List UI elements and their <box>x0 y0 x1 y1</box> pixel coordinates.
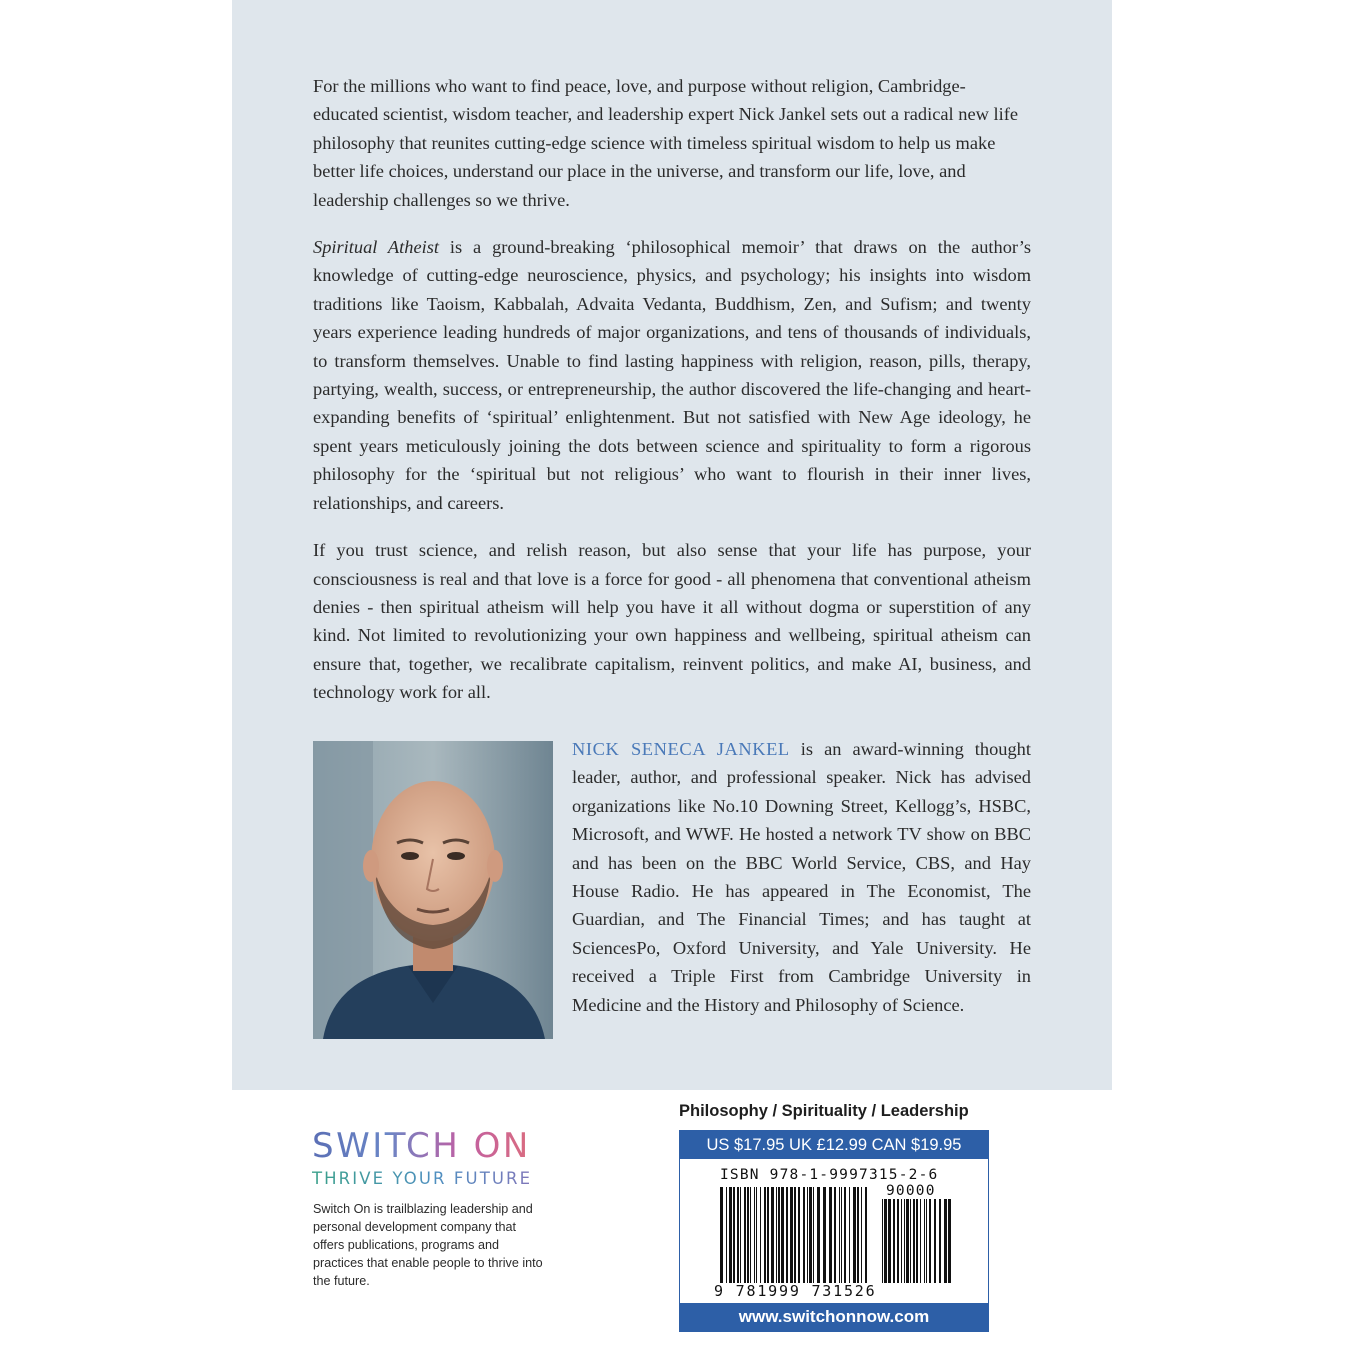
barcode-bar <box>897 1199 899 1283</box>
barcode-bar <box>803 1187 805 1283</box>
barcode-bar <box>906 1199 909 1283</box>
publisher-logo <box>312 1126 562 1190</box>
price-bar: US $17.95 UK £12.99 CAN $19.95 <box>680 1131 988 1159</box>
blurb <box>313 72 1031 726</box>
barcode-bar <box>882 1199 883 1283</box>
barcode-bar <box>767 1187 769 1283</box>
addon-digits: 90000 <box>886 1183 936 1199</box>
barcode-bar <box>839 1187 840 1283</box>
category-label: Philosophy / Spirituality / Leadership <box>679 1102 969 1120</box>
barcode-bar <box>776 1187 777 1283</box>
publisher-description: Switch On is trailblazing leadership and personal development company that offers publications, programs and practices that enable people to thrive into the future. <box>313 1202 543 1288</box>
barcode-bar <box>944 1199 947 1283</box>
book-title: Spiritual Atheist <box>313 237 440 258</box>
blurb-paragraph-2 <box>313 233 1031 517</box>
barcode-bar <box>764 1187 766 1283</box>
barcode-bar <box>807 1187 808 1283</box>
barcode-bar <box>778 1187 780 1283</box>
barcode-bar <box>841 1187 842 1283</box>
barcode-bar <box>834 1187 836 1283</box>
barcode-bar <box>817 1187 820 1283</box>
barcode-bar <box>790 1187 793 1283</box>
barcode-bar <box>924 1199 925 1283</box>
logo-subtitle: THRIVE YOUR FUTURE <box>312 1168 562 1190</box>
barcode-bar <box>729 1187 732 1283</box>
addon-barcode-bars <box>882 1199 952 1283</box>
ean-digits: 9 781999 731526 <box>714 1282 877 1300</box>
logo-title: SWITCH ON <box>312 1126 562 1166</box>
barcode-bar <box>823 1187 826 1283</box>
barcode-bar <box>849 1187 850 1283</box>
isbn-label: ISBN 978-1-9997315-2-6 <box>720 1167 939 1183</box>
barcode-bar <box>916 1199 918 1283</box>
barcode-bar <box>929 1199 931 1283</box>
barcode-bar <box>750 1187 751 1283</box>
barcode-bar <box>844 1187 846 1283</box>
barcode-bar <box>756 1187 757 1283</box>
barcode-bar <box>939 1199 941 1283</box>
barcode-bar <box>857 1187 859 1283</box>
barcode-bar <box>904 1199 905 1283</box>
barcode-bar <box>910 1199 911 1283</box>
barcode-box <box>679 1130 989 1332</box>
author-bio-text: is an award-winning thought leader, author, and professional speaker. Nick has advised organizations like No.10 Downing Street, Kellogg’s, HSBC, Microsoft, and WWF. He hosted a network TV show on BBC and has been on the BBC World Service, CBS, and Hay House Radio. He has appeared in The Economist, The Guardian, and The Financial Times; and has taught at SciencesPo, Oxford University, and Yale University. He received a Triple First from Cambridge University in Medicine and the History and Philosophy of Science. <box>572 739 1031 1015</box>
author-bio <box>572 735 1031 1019</box>
barcode-bar <box>934 1199 936 1283</box>
barcode-bar <box>720 1187 723 1283</box>
barcode-bar <box>737 1187 739 1283</box>
barcode-bar <box>786 1187 788 1283</box>
blurb-paragraph-1: For the millions who want to find peace, love, and purpose without religion, Cambridge-educated scientist, wisdom teacher, and leadership expert Nick Jankel sets out a radical new life philosophy that reunites cutting-edge science with timeless spiritual wisdom to help us make better life choices, understand our place in the universe, and transform our life, love, and leadership challenges so we thrive. <box>313 76 1018 210</box>
barcode-bar <box>865 1187 867 1283</box>
website-url: www.switchonnow.com <box>680 1303 988 1331</box>
barcode-bar <box>781 1187 784 1283</box>
barcode-bar <box>733 1187 735 1283</box>
barcode-bar <box>884 1199 887 1283</box>
barcode-bar <box>920 1199 921 1283</box>
barcode-bars <box>720 1187 870 1283</box>
barcode-bar <box>813 1187 814 1283</box>
blurb-paragraph-2-text: is a ground-breaking ‘philosophical memoir’ that draws on the author’s knowledge of cutting-edge neuroscience, physics, and psychology; his insights into wisdom traditions like Taoism, Kabbalah, Advaita Vedanta, Buddhism, Zen, and Sufism; and twenty years experience leading hundreds of major organizations, and tens of thousands of individuals, to transform themselves. Unable to find lasting happiness with religion, reason, pills, therapy, partying, wealth, success, or entrepreneurship, the author discovered the life-changing and heart-expanding benefits of ‘spiritual’ enlightenment. But not satisfied with New Age ideology, he spent years meticulously joining the dots between science and spirituality to form a rigorous philosophy for the ‘spiritual but not religious’ who want to flourish in their inner lives, relationships, and careers. <box>313 237 1032 513</box>
barcode-bar <box>747 1187 749 1283</box>
barcode-bar <box>926 1199 927 1283</box>
barcode-bar <box>794 1187 796 1283</box>
barcode-bar <box>888 1199 891 1283</box>
barcode-bar <box>726 1187 727 1283</box>
barcode-bar <box>901 1199 902 1283</box>
barcode-bar <box>913 1199 915 1283</box>
author-name: NICK SENECA JANKEL <box>572 739 790 759</box>
blurb-paragraph-3: If you trust science, and relish reason, but also sense that your life has purpose, your consciousness is real and that love is a force for good - all phenomena that conventional atheism denies - then spiritual atheism will help you have it all without dogma or superstition of any kind. Not limited to revolutionizing your own happiness and wellbeing, spiritual atheism can ensure that, together, we recalibrate capitalism, reinvent politics, and make AI, business, and technology work for all. <box>313 540 1031 703</box>
barcode-bar <box>754 1187 755 1283</box>
barcode-bar <box>798 1187 800 1283</box>
barcode-bar <box>948 1199 951 1283</box>
barcode-bar <box>829 1187 832 1283</box>
barcode-bar <box>893 1199 895 1283</box>
barcode-bar <box>740 1187 741 1283</box>
author-photo <box>313 741 553 1039</box>
barcode-bar <box>809 1187 812 1283</box>
barcode-bar <box>760 1187 761 1283</box>
barcode-bar <box>861 1187 862 1283</box>
barcode-bar <box>771 1187 774 1283</box>
barcode-bar <box>744 1187 746 1283</box>
barcode-bar <box>853 1187 856 1283</box>
